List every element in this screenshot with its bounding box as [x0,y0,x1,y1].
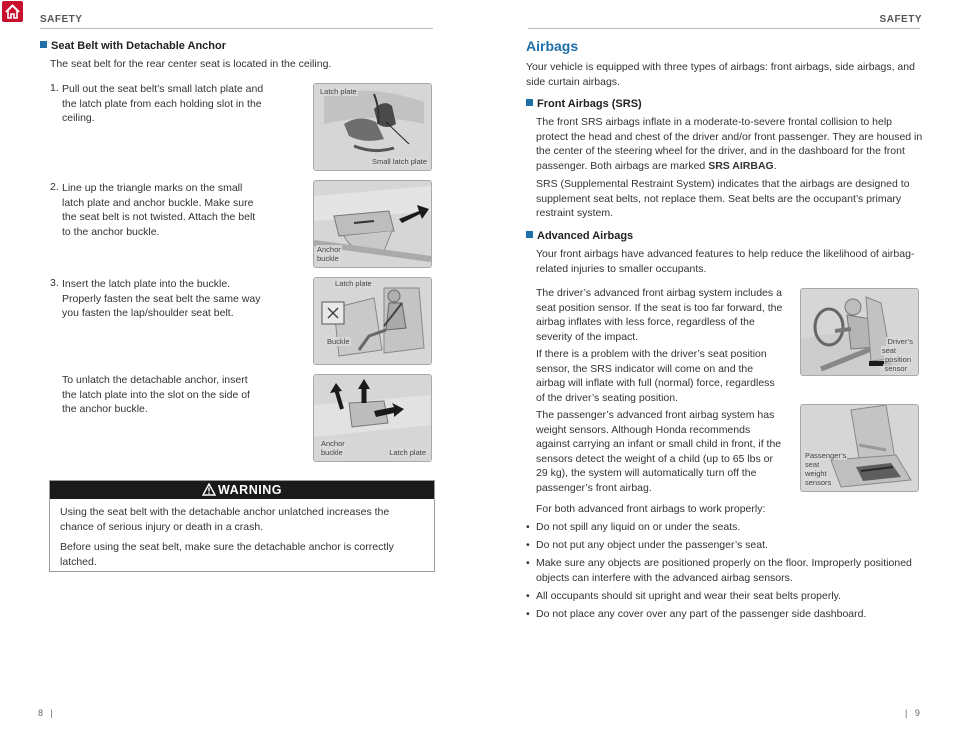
intro-text: The seat belt for the rear center seat is located in the ceiling. [50,58,332,70]
step-number: 1. [50,82,59,94]
figure-label: Latch plate [335,279,372,288]
unlatch-text: To unlatch the detachable anchor, insert the latch plate into the slot on the side of the anchor buckle. [62,374,250,415]
step-1-text: Pull out the seat belt’s small latch plate and the latch plate from each holding slot in the ceiling. [62,83,264,124]
figure-label: Latch plate [389,448,426,457]
buckle-seated-illustration [313,277,432,365]
warning-header: WARNING [50,481,434,499]
step-number: 3. [50,277,59,289]
section-header: SAFETY [40,14,83,25]
section-header: SAFETY [879,14,922,25]
header-rule [40,28,433,29]
advanced-intro: Your front airbags have advanced features to help reduce the likelihood of airbag-related injuries to smaller occupants. [536,248,915,275]
list-item: • Do not place any cover over any part of the passenger side dashboard. [526,607,926,622]
passenger-weight-sensor-illustration [800,404,919,492]
page-title: Airbags [526,38,579,54]
list-item: • Do not put any object under the passenger’s seat. [526,538,926,553]
latch-plate-illustration [313,83,432,171]
warning-box [49,480,435,572]
figure-label: weight [805,469,827,478]
step-2-text: Line up the triangle marks on the small latch plate and anchor buckle. Make sure the seat belt is not twisted. Attach the belt to the anchor buckle. [62,182,256,238]
figure-label: Passenger’s [805,451,847,460]
unlatch-illustration [313,374,432,462]
step-3-text: Insert the latch plate into the buckle. Properly fasten the seat belt the same way you fasten the lap/shoulder seat belt. [62,278,261,319]
figure-label: seat [805,460,820,469]
header-rule [528,28,920,29]
figure-label: buckle [321,448,343,457]
figure-label: Driver’s [887,337,913,346]
step-number: 2. [50,181,59,193]
anchor-buckle-illustration [313,180,432,268]
airbags-intro: Your vehicle is equipped with three types of airbags: front airbags, side airbags, and side curtain airbags. [526,61,915,88]
srs-text: SRS (Supplemental Restraint System) indicates that the airbags are designed to supplement seat belts, not replace them. Seat belts are the occupant’s primary restraint system. [536,178,910,219]
list-item: • Make sure any objects are positioned properly on the floor. Improperly positioned objects can interfere with the advanced airbag sensors. [526,556,926,585]
page-number: 8 | [38,708,53,718]
figure-label: sensor [884,364,907,373]
home-icon[interactable] [2,1,23,22]
passenger-sensor-text: The passenger’s advanced front airbag system has weight sensors. Although Honda recommends against carrying an infant or small child in front, if the sensors detect the weight of a child (up to 65 lbs or 29 kg), the system will automatically turn off the passenger’s front airbag. [536,409,782,494]
square-bullet-icon [526,231,533,238]
figure-label: seat [881,346,896,355]
driver-sensor-problem-text: If there is a problem with the driver’s seat position sensor, the SRS indicator will come on and the airbag will inflate with full (normal) force, regardless of the driver’s seating position. [536,348,775,404]
figure-label: Latch plate [320,87,357,96]
front-airbags-heading: Front Airbags (SRS) [526,98,642,110]
advanced-airbags-heading: Advanced Airbags [526,230,633,242]
front-airbags-text: The front SRS airbags inflate in a moderate-to-severe frontal collision to help protect the head and chest of the driver and/or front passenger. They are housed in the center of the steering wheel for the driver, and in the dashboard for the front passenger. Both airbags are marked SRS AIRBAG. [536,116,923,172]
requirements-intro: For both advanced front airbags to work properly: [536,503,766,515]
figure-label: Buckle [327,337,350,346]
figure-label: position [885,355,911,364]
list-item: • Do not spill any liquid on or under the seats. [526,520,926,535]
list-item: • All occupants should sit upright and wear their seat belts properly. [526,589,926,604]
figure-label: sensors [805,478,832,487]
figure-label: Small latch plate [371,157,427,166]
square-bullet-icon [526,99,533,106]
warning-text: Before using the seat belt, make sure the detachable anchor is correctly latched. [60,541,394,568]
driver-seat-sensor-illustration [800,288,919,376]
figure-label: Anchor [321,439,345,448]
figure-label: buckle [317,254,339,263]
section-heading: Seat Belt with Detachable Anchor [40,40,226,52]
square-bullet-icon [40,41,47,48]
warning-triangle-icon [202,483,216,501]
warning-text: Using the seat belt with the detachable anchor unlatched increases the chance of serious injury or death in a crash. [60,506,390,533]
figure-label: Anchor [317,245,341,254]
page-number: | 9 [905,708,920,718]
requirements-list [526,520,926,625]
driver-sensor-text: The driver’s advanced front airbag system includes a seat position sensor. If the seat is too far forward, the airbag inflates with less force, regardless of the severity of the impact. [536,287,783,343]
